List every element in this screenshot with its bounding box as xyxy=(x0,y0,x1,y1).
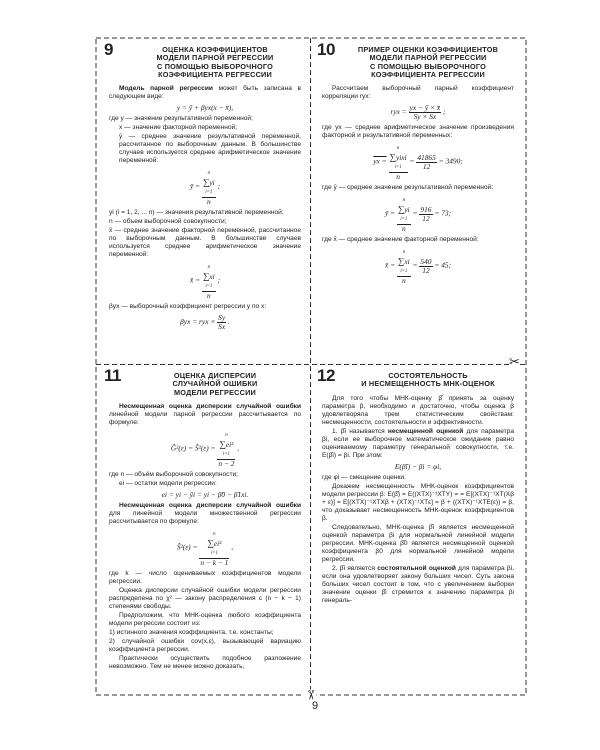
scissors-icon: ✂ xyxy=(509,355,520,370)
formula: x̄ = n ∑xi i=1 n ; xyxy=(109,262,301,300)
paragraph: 2. β̂i является состоятельной оценкой для параметра βi, если она удовлетворяет закону больших чисел. Суть закона больших чисел состоит в том, что с увеличением выборки значение оценки β̂i стремится к значению параметра βi генераль- xyxy=(322,564,514,604)
definition: x — значение факторной переменной; xyxy=(119,124,238,132)
paragraph: 1. β̂i называется несмещенной оценкой для параметра βi, если ее выборочное математическое ожидание равно оцениваемому параметру генеральной совокупности, т.е. E(β̂i) = βi. При этом: xyxy=(322,427,514,459)
card-body xyxy=(313,85,521,285)
card-title: ОЦЕНКА КОЭФФИЦИЕНТОВ МОДЕЛИ ПАРНОЙ РЕГРЕССИИ С ПОМОЩЬЮ ВЫБОРОЧНОГО КОЭФФИЦИЕНТА РЕГРЕССИИ xyxy=(156,45,274,79)
formula: ȳ = n ∑yi i=1 n ; xyxy=(109,168,301,206)
formula: x̄ = n ∑xi i=1 n = $\frac{540}{12}$ = 45; xyxy=(322,247,514,285)
definition: где n — объём выборочной совокупности; xyxy=(109,470,238,478)
formula: Ŝ²(ε) = n ∑ei² i=1 n − k − 1 , xyxy=(109,529,301,567)
definition: где y — значение результативной переменной; xyxy=(109,115,253,123)
card-title: ПРИМЕР ОЦЕНКИ КОЭФФИЦИЕНТОВ МОДЕЛИ ПАРНОЙ РЕГРЕССИИ С ПОМОЩЬЮ ВЫБОРОЧНОГО КОЭФФИЦИЕНТА РЕГРЕССИИ xyxy=(357,45,499,79)
paragraph: Рассчитаем выборочный парный коэффициент корреляции ryx: xyxy=(322,85,514,101)
definition: n — объем выборочной совокупности; xyxy=(109,218,227,226)
formula: yx = n ∑yixi i=1 n = $\frac{41865}{12}$ = 3490; xyxy=(322,143,514,181)
card-title: ОЦЕНКА ДИСПЕРСИИ СЛУЧАЙНОЙ ОШИБКИ МОДЕЛИ РЕГРЕССИИ xyxy=(172,371,258,397)
definition: ei — остатки модели регрессии: xyxy=(119,479,217,487)
page-number: 9 xyxy=(311,700,319,712)
formula: Ĝ²(ε) = Ŝ²(ε) = n ∑ei² i=1 n − 2 , xyxy=(109,430,301,468)
formula: E(β̂i) − βi = φi, xyxy=(394,461,442,471)
paragraph: Несмещенная оценка дисперсии случайной ошибки линейной модели парной регрессии рассчитывается по формуле: xyxy=(109,402,301,426)
definition: x̄ — среднее значение факторной переменной, рассчитанное по выборочным данным. В большинстве случаев используется среднее арифметическое значение переменной: xyxy=(109,227,301,259)
formula: ryx = $\frac{yx - ȳ \times x̄}{Sy \times Sx}$ ; xyxy=(390,103,446,122)
paragraph: Для того чтобы МНК-оценку β̂ принять за оценку параметра β, необходимо и достаточно, чтобы оценка β удовлетворяла трем статистическим свойствам: несмещенности, состоятельности и эффективности. xyxy=(322,394,514,426)
definition: yi (i = 1, 2, ... n) — значения результативной переменной; xyxy=(109,209,284,217)
card-body xyxy=(313,395,521,605)
paragraph: где yx — среднее арифметическое значение произведения факторной и результативной переменных: xyxy=(322,124,514,140)
card-number: 11 xyxy=(104,368,121,385)
formula: ȳ = n ∑yi i=1 n = $\frac{916}{12}$ = 73; xyxy=(322,195,514,233)
card-number: 9 xyxy=(104,42,113,59)
card-number: 10 xyxy=(317,42,335,59)
list-item: 2) случайной ошибки cov(x,ε), вызывающей вариацию коэффициента регрессии. xyxy=(109,637,301,653)
card-title: СОСТОЯТЕЛЬНОСТЬ И НЕСМЕЩЕННОСТЬ МНК-ОЦЕНОК xyxy=(361,371,495,389)
definition: где φi — смещение оценки. xyxy=(322,473,406,481)
card-body xyxy=(100,85,308,331)
formula: βyx = ryx × $\frac{Sy}{Sx}$ . xyxy=(180,313,230,332)
card-9 xyxy=(100,42,308,361)
paragraph: Следовательно, МНК-оценка β̂i является несмещенной оценкой параметра βi для нормальной линейной модели регрессии. МНК-оценка β̂0 является несмещенной оценкой коэффициента β0 для нормальной линейной модели регрессии. xyxy=(322,523,514,563)
definition: βyx — выборочный коэффициент регрессии y по x: xyxy=(109,303,267,311)
card-11 xyxy=(100,368,308,690)
paragraph: Докажем несмещенность МНК-оценок коэффициентов модели регрессии β: E(β̂) = E((XTX)⁻¹XTY) = = E[(XTX)⁻¹XT(Xβ + ε)] = E[(XTX)⁻¹XTXβ + (XTX)⁻¹XTε] = β + ((XTX)⁻¹XTE(ε)) = β, что доказывает несмещенность МНК-оценок коэффициентов β. xyxy=(322,482,514,522)
card-number: 12 xyxy=(317,368,335,385)
card-body xyxy=(100,403,308,671)
paragraph: где x̄ — среднее значение факторной переменной: xyxy=(322,236,479,244)
paragraph: Предположим, что МНК-оценка любого коэффициента модели регрессии состоит из: xyxy=(109,611,301,627)
card-10 xyxy=(313,42,521,361)
paragraph: Несмещенная оценка дисперсии случайной ошибки для линейной модели множественной регрессии рассчитывается по формуле: xyxy=(109,501,301,525)
formula: ei = yi − ŷi = yi − β̂0 − β̂1xi. xyxy=(161,489,249,499)
paragraph: Оценка дисперсии случайной ошибки модели регрессии распределена по χ² — закону распределения с (n − k − 1) степенями свободы. xyxy=(109,586,301,610)
formula: y = ȳ + βyx(x − x̄), xyxy=(176,103,234,113)
paragraph: Модель парной регрессии может быть записана в следующем виде: xyxy=(109,85,301,101)
list-item: 1) истинного значения коэффициента, т.е. константы; xyxy=(109,628,274,636)
definition: где k — число оцениваемых коэффициентов модели регрессии. xyxy=(109,569,301,585)
card-12 xyxy=(313,368,521,690)
scissors-icon: ✂ xyxy=(302,689,318,701)
paragraph: Практически осуществить подобное разложение невозможно. Тем не менее можно доказать, xyxy=(109,654,301,670)
paragraph: где ȳ — среднее значение результативной переменной: xyxy=(322,184,494,192)
definition: ȳ — среднее значение результативной переменной, рассчитанное по выборочным данным. В большинстве случаев используется среднее арифметическое значение переменной: xyxy=(119,133,301,165)
